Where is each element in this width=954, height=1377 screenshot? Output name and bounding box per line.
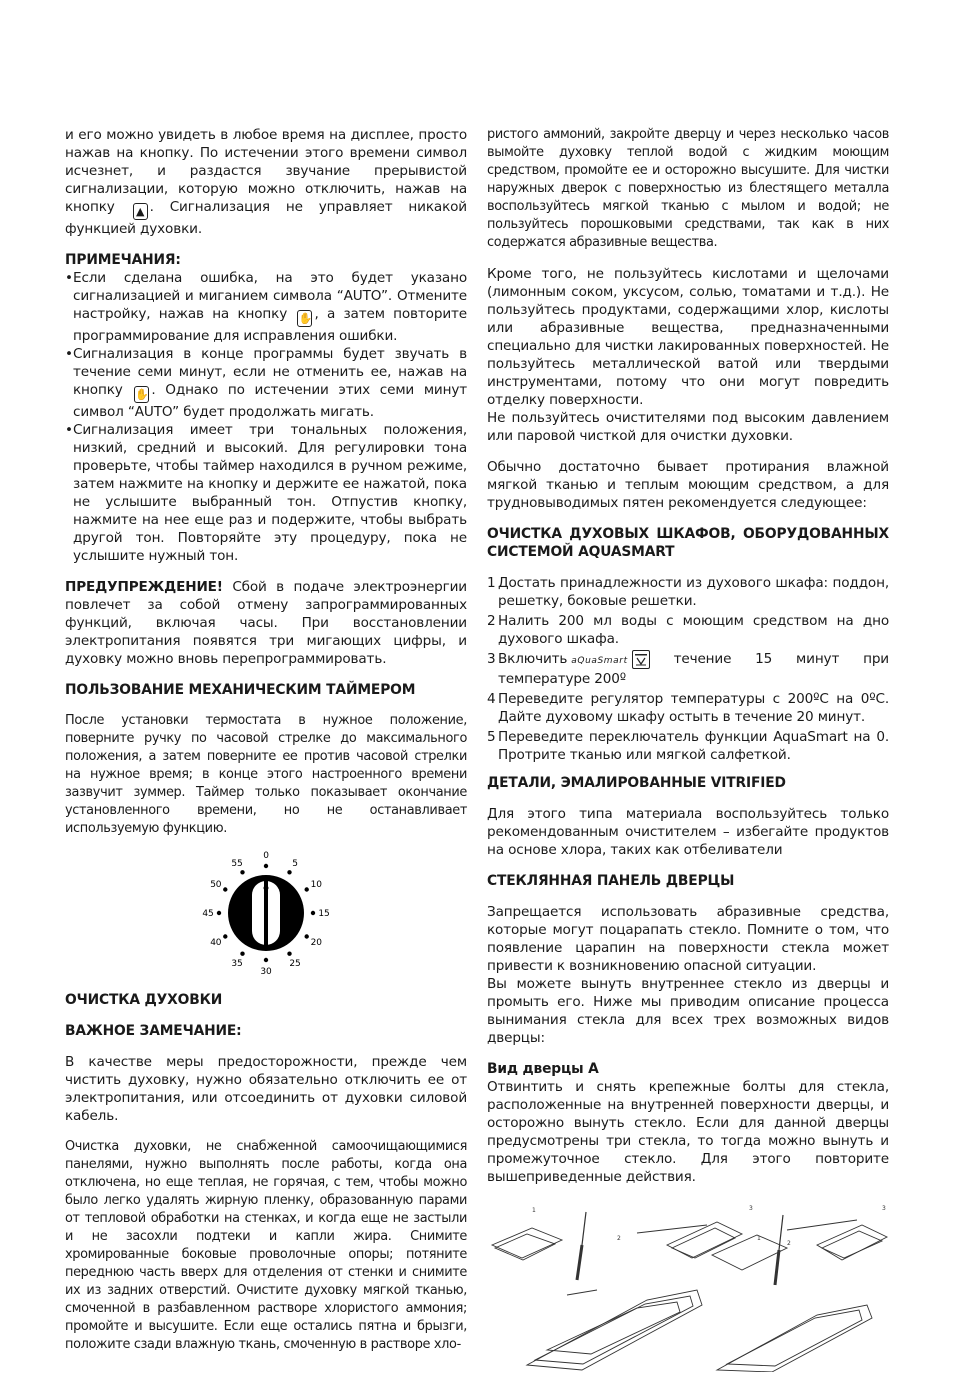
notes-list [65, 269, 467, 565]
intro-paragraph: и его можно увидеть в любое время на дисплее, просто нажав на кнопку. По истечении этого времени символ исчезнет, и раздастся звучание прерывистой сигнализации, которую можно отключить, нажав на кнопку ▲ . Сигнализация не управляет никакой функцией духовки. [65, 127, 467, 237]
timer-tick [223, 934, 227, 938]
bell-icon: ▲ [133, 203, 148, 220]
timer-label: 5 [292, 858, 298, 869]
glass-paragraph-2: Вы можете вынуть внутреннее стекло из дверцы и промыть его. Ниже мы приводим описание процесса вынимания стекла для всех трех возможных видов дверцы: [487, 976, 889, 1046]
step-item: 1 Достать принадлежности из духового шкафа: поддон, решетку, боковые решетки. [487, 575, 889, 609]
illus-label: 3 [882, 1205, 886, 1212]
timer-label: 40 [210, 938, 222, 948]
timer-label: 45 [202, 909, 214, 919]
timer-label: 50 [210, 880, 222, 890]
step-item: 2 Налить 200 мл воды с моющим средством на дно духового шкафа. [487, 613, 889, 647]
timer-tick [305, 887, 309, 891]
timer-tick [264, 864, 268, 868]
aquasmart-heading: ОЧИСТКА ДУХОВЫХ ШКАФОВ, ОБОРУДОВАННЫХ СИСТЕМОЙ AQUASMART [487, 526, 889, 560]
timer-tick [217, 911, 221, 915]
timer-tick [240, 870, 244, 874]
left-column [65, 126, 467, 1354]
timer-label: 15 [318, 909, 330, 919]
illus-label: 3 [749, 1205, 753, 1212]
door-illustration-right [712, 1215, 887, 1372]
step-item: 3 Включить aQuaSmart течение 15 минут при температуре 200º [487, 651, 889, 687]
timer-tick [223, 887, 227, 891]
door-glass-removal-illustration [487, 1200, 889, 1372]
aquasmart-steps [487, 574, 889, 764]
note-item: • Сигнализация в конце программы будет звучать в течение семи минут, если не отменить ее, нажав на кнопку ✋ . Однако по истечении этих семи минут символ “AUTO” будет продолжать мигать. [65, 345, 467, 421]
step-item: 4 Переведите регулятор температуры с 200ºC на 0ºC. Дайте духовому шкафу остыть в течение 20 минут. [487, 691, 889, 725]
warning-paragraph: ПРЕДУПРЕЖДЕНИЕ! Сбой в подаче электроэнергии повлечет за собой отмену запрограммированных функций, включая часы. При восстановлении электропитания появятся три мигающих цифры, и духовку можно вновь перепрограммировать. [65, 579, 467, 667]
right-column [487, 126, 889, 1372]
timer-label: 0 [263, 851, 269, 861]
mechanical-timer-diagram [201, 848, 331, 978]
timer-heading: ПОЛЬЗОВАНИЕ МЕХАНИЧЕСКИМ ТАЙМЕРОМ [65, 682, 416, 698]
timer-dial [201, 848, 331, 978]
timer-label: 55 [231, 858, 243, 869]
illus-label: 2 [787, 1240, 791, 1247]
timer-tick [264, 958, 268, 962]
timer-label: 20 [310, 938, 322, 948]
timer-tick [311, 911, 315, 915]
important-paragraph: В качестве меры предосторожности, прежде чем чистить духовку, нужно обязательно отключить ее от электропитания, или отсоединить от духовки силовой кабель. [65, 1054, 467, 1124]
vitrified-paragraph: Для этого типа материала воспользуйтесь только рекомендованным очистителем – избегайте продуктов на основе хлора, таких как отбеливатели [487, 806, 889, 858]
note-item: • Если сделана ошибка, на это будет указано сигнализацией и миганием символа “AUTO”. Отмените настройку, нажав на кнопку ✋ , а затем повторите программирование для исправления ошибки. [65, 269, 467, 345]
aquasmart-oven-icon [632, 650, 650, 669]
timer-label: 25 [289, 959, 301, 970]
glass-paragraph-1: Запрещается использовать абразивные средства, которые могут поцарапать стекло. Помните о том, что появление царапин на поверхности стекла может привести к возникновению опасной ситуации. [487, 904, 889, 974]
right-paragraph-4: Обычно достаточно бывает протирания влажной мягкой тканью и теплым моющим средством, а для трудновыводимых пятен рекомендуется следующее: [487, 459, 889, 511]
timer-tick [240, 952, 244, 956]
timer-tick [287, 952, 291, 956]
illus-label: 1 [757, 1235, 761, 1242]
illus-label: 1 [532, 1207, 536, 1214]
aquasmart-logo: aQuaSmart [571, 656, 628, 666]
hand-icon: ✋ [135, 388, 149, 401]
cleaning-paragraph: Очистка духовки, не снабженной самоочищающимися панелями, нужно выполнять после работы, когда она отключена, но еще теплая, не горячая, с тем, чтобы можно было легко удалять жирную пленку, образованную парами от тепловой обработки на стенках, и когда еще не застыли и не засохли подтеки и капли жира. Снимите хромированные боковые проволочные опоры; потяните переднюю часть вверх для отделения от стенки и снимите их из задних отверстий. Очистите духовку мягкой тканью, смоченной в разбавленном растворе хлористого аммония; промойте и высушите. Если еще остались пятна и брызги, положите сзади влажную ткань, смоченную в растворе хло- [65, 1139, 467, 1352]
important-heading: ВАЖНОЕ ЗАМЕЧАНИЕ: [65, 1023, 242, 1039]
timer-label: 35 [231, 959, 243, 970]
note-item: • Сигнализация имеет три тональных положения, низкий, средний и высокий. Для регулировки тона проверьте, чтобы таймер находился в ручном режиме, затем нажмите на кнопку и держите ее нажатой, пока не услышите выбранный тон. Отпустив кнопку, нажмите на нее еще раз и подержите, чтобы выбрать другой тон. Повторяйте эту процедуру, пока не услышите нужный тон. [65, 421, 467, 565]
timer-label: 30 [260, 967, 272, 977]
step-item: 5 Переведите переключатель функции AquaSmart на 0. Протрите тканью или мягкой салфеткой. [487, 729, 889, 763]
timer-paragraph: После установки термостата в нужное положение, поверните ручку по часовой стрелке до максимального положения, а затем поверните ее против часовой стрелки на нужное время; в конце этого настроенного времени зазвучит зуммер. Таймер только показывает окончание установленного времени, но не останавливает используемую функцию. [65, 713, 467, 836]
vitrified-heading: ДЕТАЛИ, ЭМАЛИРОВАННЫЕ VITRIFIED [487, 775, 786, 791]
hand-icon: ✋ [298, 312, 312, 325]
right-paragraph-2: Кроме того, не пользуйтесь кислотами и щелочами (лимонным соком, уксусом, солью, томатами и т.д.). Не пользуйтесь продуктами, содержащими хлор, кислоты или абразивные вещества, предназначенными специально для чистки лакированных поверхностей. Не пользуйтесь металлической ватой или твердыми инструментами, потому что они могут повредить отделку поверхности. [487, 266, 889, 408]
glass-heading: СТЕКЛЯННАЯ ПАНЕЛЬ ДВЕРЦЫ [487, 873, 735, 889]
door-a-heading: Вид дверцы А [487, 1061, 599, 1077]
notes-heading: ПРИМЕЧАНИЯ: [65, 252, 181, 268]
right-paragraph-1: ристого аммоний, закройте дверцу и через несколько часов вымойте духовку теплой водой с жидким моющим средством, промойте ее и осторожно высушите. Для чистки наружных дверок с поверхностью из блестящего металла воспользуйтесь мягкой тканью с мылом и водой; не пользуйтесь порошковыми средствами, так как в них содержатся абразивные вещества. [487, 127, 889, 250]
timer-label: 10 [310, 880, 322, 890]
right-paragraph-3: Не пользуйтесь очистителями под высоким давлением или паровой чисткой для очистки духовки. [487, 410, 889, 444]
cleaning-heading: ОЧИСТКА ДУХОВКИ [65, 992, 223, 1008]
timer-tick [305, 934, 309, 938]
illus-label: 2 [617, 1235, 621, 1242]
door-a-paragraph: Отвинтить и снять крепежные болты для стекла, расположенные на внутренней поверхности дверцы, и осторожно вынуть стекло. Если для данной дверцы предусмотрены три стекла, то тогда можно вынуть и промежуточное стекло. Для этого повторите вышеприведенные действия. [487, 1079, 889, 1185]
timer-tick [287, 870, 291, 874]
